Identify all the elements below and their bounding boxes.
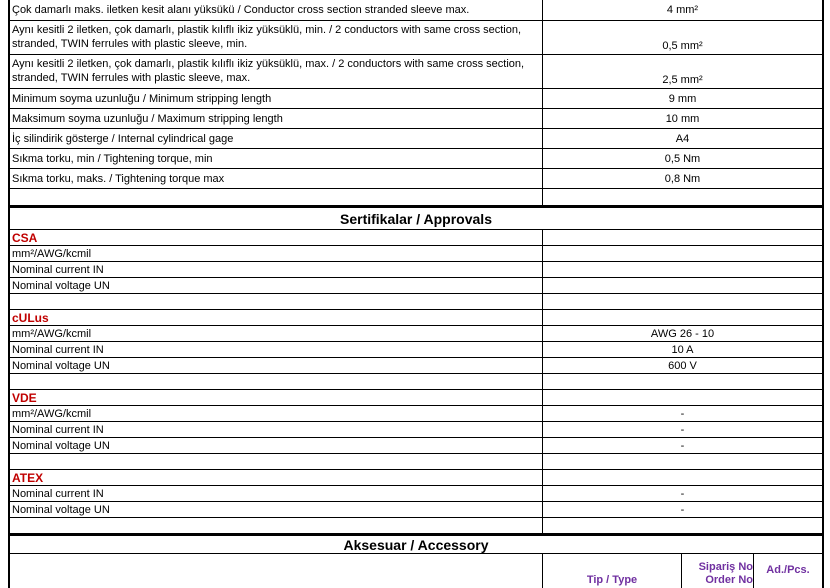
empty-cell — [543, 470, 822, 485]
approval-row — [10, 358, 822, 374]
spec-row — [10, 169, 822, 189]
spec-row — [10, 55, 822, 89]
spec-row — [10, 21, 822, 55]
spec-label — [10, 55, 543, 88]
approval-group-name: cULus — [10, 310, 543, 325]
approval-label: Nominal voltage UN — [10, 358, 543, 373]
approval-label: Nominal current IN — [10, 486, 543, 501]
spec-row — [10, 149, 822, 169]
spec-value: 0,5 Nm — [664, 152, 701, 165]
empty-row — [10, 518, 822, 534]
approval-row — [10, 422, 822, 438]
spec-row — [10, 89, 822, 109]
approval-group-row — [10, 230, 822, 246]
approval-value: 10 A — [671, 343, 694, 356]
empty-cell — [543, 374, 822, 389]
approval-value — [543, 246, 822, 261]
empty-cell — [10, 454, 543, 469]
empty-cell — [10, 518, 543, 533]
approval-label: Nominal voltage UN — [10, 438, 543, 453]
approval-row — [10, 342, 822, 358]
spec-value: 0,5 mm² — [662, 40, 703, 52]
accessory-col-type: Tip / Type — [543, 554, 682, 588]
empty-cell — [543, 310, 822, 325]
empty-cell — [10, 374, 543, 389]
spec-label-line: stranded, TWIN ferrules with plastic sleeve, max. — [12, 72, 251, 84]
approval-group-row — [10, 310, 822, 326]
accessory-col-pcs: Ad./Pcs. — [766, 564, 810, 576]
spec-label: Minimum soyma uzunluğu / Minimum stripping length — [10, 89, 543, 108]
approval-group-row — [10, 470, 822, 486]
empty-row — [10, 189, 822, 206]
spec-label: Çok damarlı maks. iletken kesit alanı yüksükü / Conductor cross section stranded sleeve max. — [10, 0, 543, 20]
accessory-col-order — [682, 554, 754, 588]
accessory-col-order-line: Order No — [705, 574, 753, 586]
approval-label: mm²/AWG/kcmil — [10, 406, 543, 421]
approval-label: Nominal voltage UN — [10, 502, 543, 517]
approval-label: Nominal current IN — [10, 342, 543, 357]
approval-group-name: VDE — [10, 390, 543, 405]
spec-row — [10, 129, 822, 149]
spec-value: 4 mm² — [666, 4, 699, 16]
spec-sheet — [8, 0, 824, 588]
spec-label-line: Aynı kesitli 2 iletken, çok damarlı, plastik kılıflı ikiz yüksüklü, max. / 2 conductors with same cross section, — [12, 58, 525, 70]
approval-row — [10, 246, 822, 262]
accessory-columns — [10, 554, 822, 588]
approval-value: - — [680, 439, 685, 452]
spec-value: A4 — [675, 132, 690, 145]
approval-row — [10, 406, 822, 422]
approval-value — [543, 262, 822, 277]
accessory-header — [10, 534, 822, 554]
approval-label: mm²/AWG/kcmil — [10, 246, 543, 261]
spec-label-line: stranded, TWIN ferrules with plastic sleeve, min. — [12, 38, 248, 50]
approval-row — [10, 486, 822, 502]
spec-value: 9 mm — [668, 92, 697, 105]
empty-row — [10, 294, 822, 310]
approval-group-row — [10, 390, 822, 406]
approval-value: - — [680, 407, 685, 420]
approval-row — [10, 438, 822, 454]
spec-label: Sıkma torku, maks. / Tightening torque max — [10, 169, 543, 188]
accessory-title: Aksesuar / Accessory — [343, 536, 489, 553]
approval-row — [10, 502, 822, 518]
approval-group-name: CSA — [10, 230, 543, 245]
empty-cell — [543, 230, 822, 245]
empty-cell — [10, 294, 543, 309]
empty-cell — [543, 294, 822, 309]
approval-value: AWG 26 - 10 — [650, 327, 715, 340]
empty-cell — [10, 189, 543, 205]
spec-row — [10, 0, 822, 21]
spec-label: İç silindirik gösterge / Internal cylindrical gage — [10, 129, 543, 148]
approval-value: - — [680, 503, 685, 516]
approval-group-name: ATEX — [10, 470, 543, 485]
empty-cell — [543, 189, 822, 205]
approval-row — [10, 326, 822, 342]
approval-label: Nominal current IN — [10, 422, 543, 437]
spec-label-line: Aynı kesitli 2 iletken, çok damarlı, plastik kılıflı ikiz yüksüklü, min. / 2 conductors with same cross section, — [12, 24, 522, 36]
approval-row — [10, 262, 822, 278]
empty-cell — [543, 518, 822, 533]
approval-row — [10, 278, 822, 294]
spec-value: 10 mm — [665, 112, 700, 125]
spec-value: 0,8 Nm — [664, 172, 701, 185]
approvals-header — [10, 206, 822, 230]
spec-label: Maksimum soyma uzunluğu / Maximum stripping length — [10, 109, 543, 128]
empty-cell — [543, 454, 822, 469]
accessory-col-order-line: Sipariş No — [698, 561, 753, 573]
approval-label: Nominal current IN — [10, 262, 543, 277]
approval-value: 600 V — [668, 359, 697, 372]
approval-value — [543, 278, 822, 293]
spec-row — [10, 109, 822, 129]
approval-value: - — [680, 487, 685, 500]
empty-row — [10, 374, 822, 390]
empty-cell — [543, 390, 822, 405]
spec-label — [10, 21, 543, 54]
approval-value: - — [680, 423, 685, 436]
accessory-col-blank — [10, 554, 543, 588]
approvals-title: Sertifikalar / Approvals — [340, 210, 492, 227]
approval-label: Nominal voltage UN — [10, 278, 543, 293]
spec-value: 2,5 mm² — [662, 74, 703, 86]
empty-row — [10, 454, 822, 470]
approval-label: mm²/AWG/kcmil — [10, 326, 543, 341]
spec-label: Sıkma torku, min / Tightening torque, min — [10, 149, 543, 168]
